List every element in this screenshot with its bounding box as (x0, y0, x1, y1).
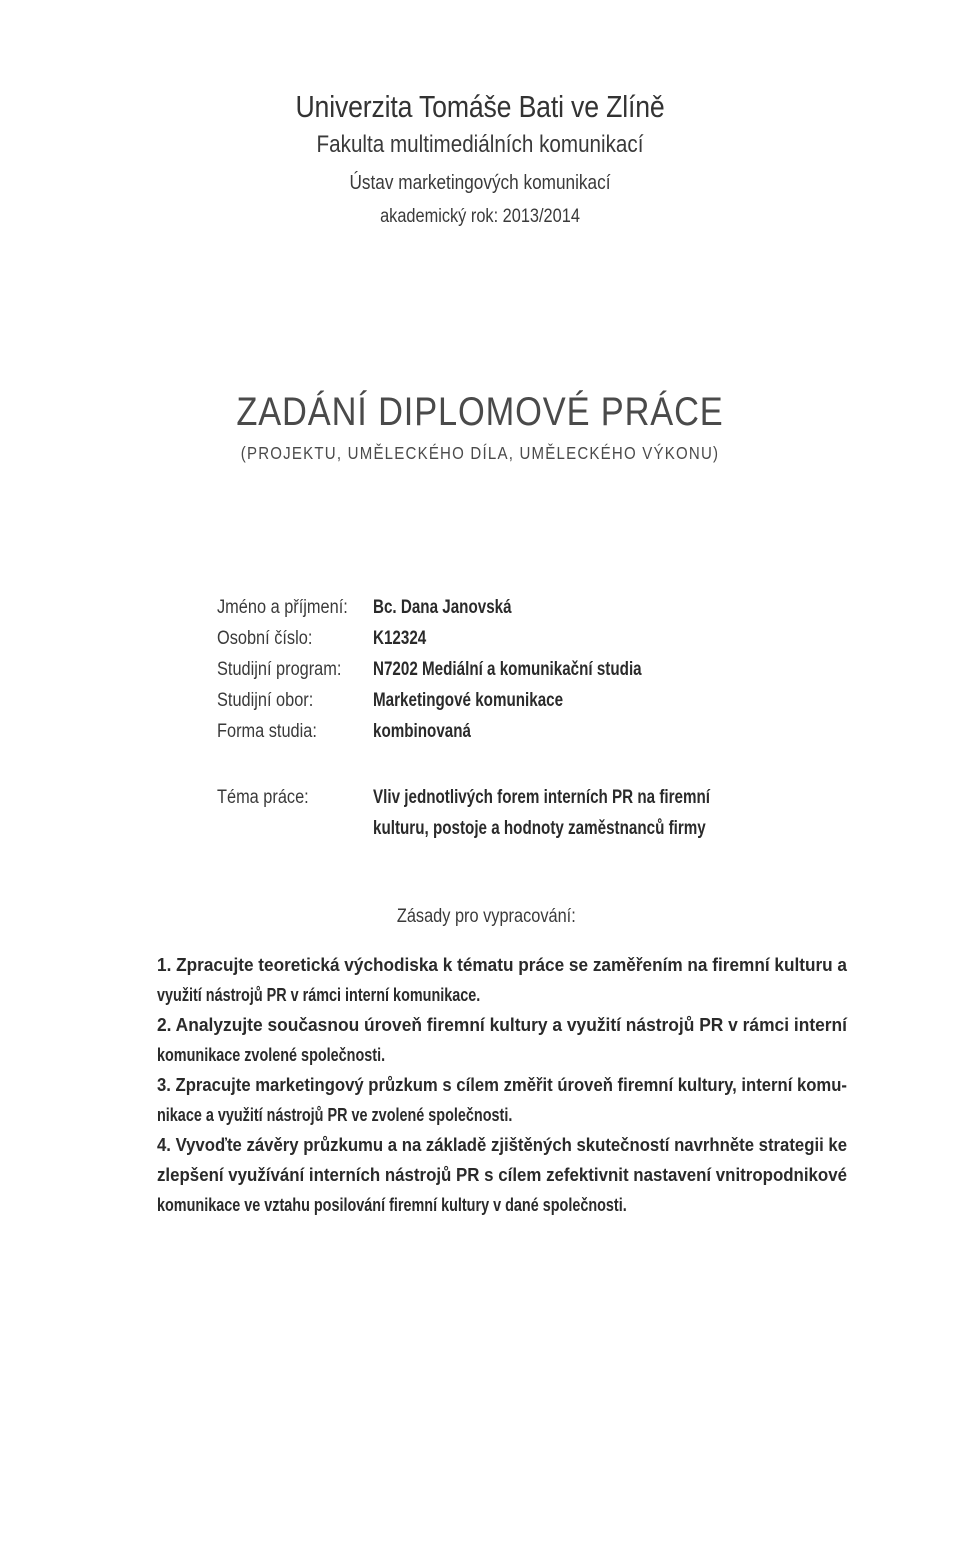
info-label: Forma studia: (217, 721, 317, 742)
info-value: kombinovaná (373, 721, 471, 742)
info-row (217, 685, 817, 716)
info-row (217, 592, 817, 623)
info-row (217, 716, 817, 747)
info-label: Studijní obor: (217, 690, 314, 711)
student-info (217, 592, 817, 747)
info-value: Marketingové komunikace (373, 690, 564, 711)
principles-list (157, 950, 847, 1220)
info-row (217, 623, 817, 654)
info-row (217, 654, 817, 685)
principle-line: 4. Vyvoďte závěry průzkumu a na základě zjištěných skutečností navrhněte strategii ke (157, 1135, 847, 1155)
header (67, 88, 893, 232)
academic-year: akademický rok: 2013/2014 (380, 206, 580, 227)
principles-heading: Zásady pro vypracování: (396, 906, 576, 927)
principle-line: 3. Zpracujte marketingový průzkum s cílem změřit úroveň firemní kultury, interní komu- (157, 1075, 847, 1095)
page-subtitle: (PROJEKTU, UMĚLECKÉHO DÍLA, UMĚLECKÉHO VÝKONU) (240, 443, 720, 463)
theme-text (373, 782, 789, 844)
principle-line: využití nástrojů PR v rámci interní komunikace. (157, 985, 481, 1005)
info-label: Osobní číslo: (217, 628, 313, 649)
info-value: Bc. Dana Janovská (373, 597, 512, 618)
theme-line: Vliv jednotlivých forem interních PR na firemní (373, 787, 711, 808)
principle-line: komunikace ve vztahu posilování firemní kultury v dané společnosti. (157, 1195, 627, 1215)
theme-label: Téma práce: (217, 787, 309, 808)
principle-line: komunikace zvolené společnosti. (157, 1045, 386, 1065)
principle-line: nikace a využití nástrojů PR ve zvolené společnosti. (157, 1105, 513, 1125)
info-value: N7202 Mediální a komunikační studia (373, 659, 642, 680)
page-title: ZADÁNÍ DIPLOMOVÉ PRÁCE (236, 390, 724, 434)
faculty-name: Fakulta multimediálních komunikací (316, 131, 644, 158)
university-name: Univerzita Tomáše Bati ve Zlíně (295, 89, 665, 124)
principle-line: 2. Analyzujte současnou úroveň firemní kultury a využití nástrojů PR v rámci interní (157, 1015, 847, 1035)
title-block (0, 387, 960, 467)
info-label: Jméno a příjmení: (217, 597, 348, 618)
institute-name: Ústav marketingových komunikací (349, 172, 611, 194)
principle-line: zlepšení využívání interních nástrojů PR s cílem zefektivnit nastavení vnitropodnikové (157, 1165, 847, 1185)
info-value: K12324 (373, 628, 427, 649)
principle-line: 1. Zpracujte teoretická východiska k tématu práce se zaměřením na firemní kulturu a (157, 955, 847, 975)
info-label: Studijní program: (217, 659, 342, 680)
theme-line: kulturu, postoje a hodnoty zaměstnanců firmy (373, 818, 706, 839)
